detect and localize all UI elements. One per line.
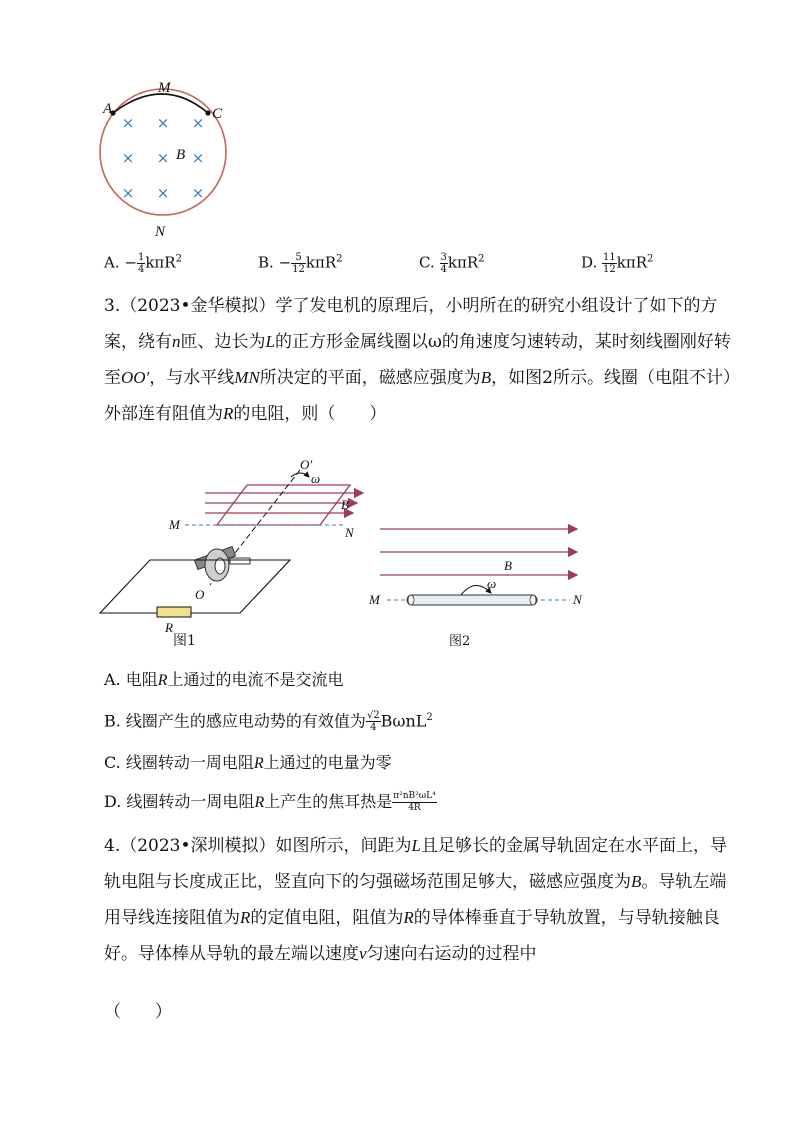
label-M: M (369, 592, 380, 607)
circle-field-figure (90, 70, 240, 250)
field-cross: × (121, 184, 135, 202)
label-N: N (155, 224, 166, 240)
omega-arc (291, 473, 309, 477)
field-cross: × (156, 149, 170, 167)
figure-2-side-view (365, 515, 595, 650)
label-M: M (169, 517, 180, 532)
field-cross: × (191, 149, 205, 167)
label-C: C (212, 106, 223, 122)
field-cross: × (121, 149, 135, 167)
question-number: 4. (104, 836, 121, 856)
label-B: B (504, 558, 512, 573)
coil (217, 485, 350, 525)
label-omega: ω (487, 576, 497, 591)
field-cross: × (156, 184, 170, 202)
label-O-prime: O′ (300, 457, 313, 472)
resistor-R (157, 607, 191, 617)
label-R: R (165, 620, 173, 635)
figure-1-caption: 图1 (173, 633, 196, 649)
coil-side-view (407, 595, 537, 605)
figure-2-caption: 图2 (449, 634, 471, 649)
label-B: B (341, 497, 349, 512)
field-cross: × (191, 184, 205, 202)
question-4-answer-paren[interactable]: （ ） (104, 1002, 172, 1022)
label-A: A (103, 101, 113, 117)
q3-option-a[interactable]: A. 电阻R上通过的电流不是交流电 (104, 670, 344, 689)
q3-option-c[interactable]: C. 线圈转动一周电阻R上通过的电量为零 (104, 753, 392, 772)
figure-1-generator (95, 455, 370, 655)
q3-option-b[interactable]: B. 线圈产生的感应电动势的有效值为 $\frac{√2}{4}$ BωnL$^2$ (104, 710, 433, 734)
label-B: B (176, 147, 186, 163)
point-C (205, 110, 210, 115)
label-N: N (573, 592, 582, 607)
field-cross: × (191, 114, 205, 132)
q2-option-a[interactable]: A. − $\frac{1}{4}$ kπR$^2$ (104, 252, 182, 275)
q2-option-c[interactable]: C. $\frac{3}{4}$ kπR$^2$ (419, 252, 485, 275)
question-4-stem: 4.（2023•深圳模拟）如图所示，间距为L且足够长的金属导轨固定在水平面上，导轨电阻与长度成正比，竖直向下的匀强磁场范围足够大，磁感应强度为B。导轨左端用导线连接阻值为R的定值电阻，阻值为R的导体棒垂直于导轨放置，与导轨接触良好。导体棒从导轨的最左端以速度v匀速向右运动的过程中 (104, 836, 727, 964)
q2-option-d[interactable]: D. $\frac{11}{12}$ kπR$^2$ (581, 252, 654, 275)
slip-rings (194, 546, 250, 581)
question-number: 3. (104, 296, 121, 316)
field-cross: × (156, 114, 170, 132)
label-O: O (195, 587, 205, 602)
label-M: M (158, 80, 171, 96)
field-cross: × (121, 114, 135, 132)
label-N: N (345, 525, 354, 540)
q2-option-b[interactable]: B. − $\frac{5}{12}$ kπR$^2$ (258, 252, 343, 275)
question-3-stem: 3.（2023•金华模拟）学了发电机的原理后，小明所在的研究小组设计了如下的方案，绕有n匝、边长为L的正方形金属线圈以ω的角速度匀速转动，某时刻线圈刚好转至OO′，与水平线MN所决定的平面，磁感应强度为B，如图2所示。线圈（电阻不计）外部连有阻值为R的电阻，则（ ） (104, 296, 740, 424)
label-omega: ω (311, 471, 321, 486)
q3-option-d[interactable]: D. 线圈转动一周电阻R上产生的焦耳热是 $\frac{\text{π²nB²ωL⁴}}{4R}$ (104, 791, 436, 813)
